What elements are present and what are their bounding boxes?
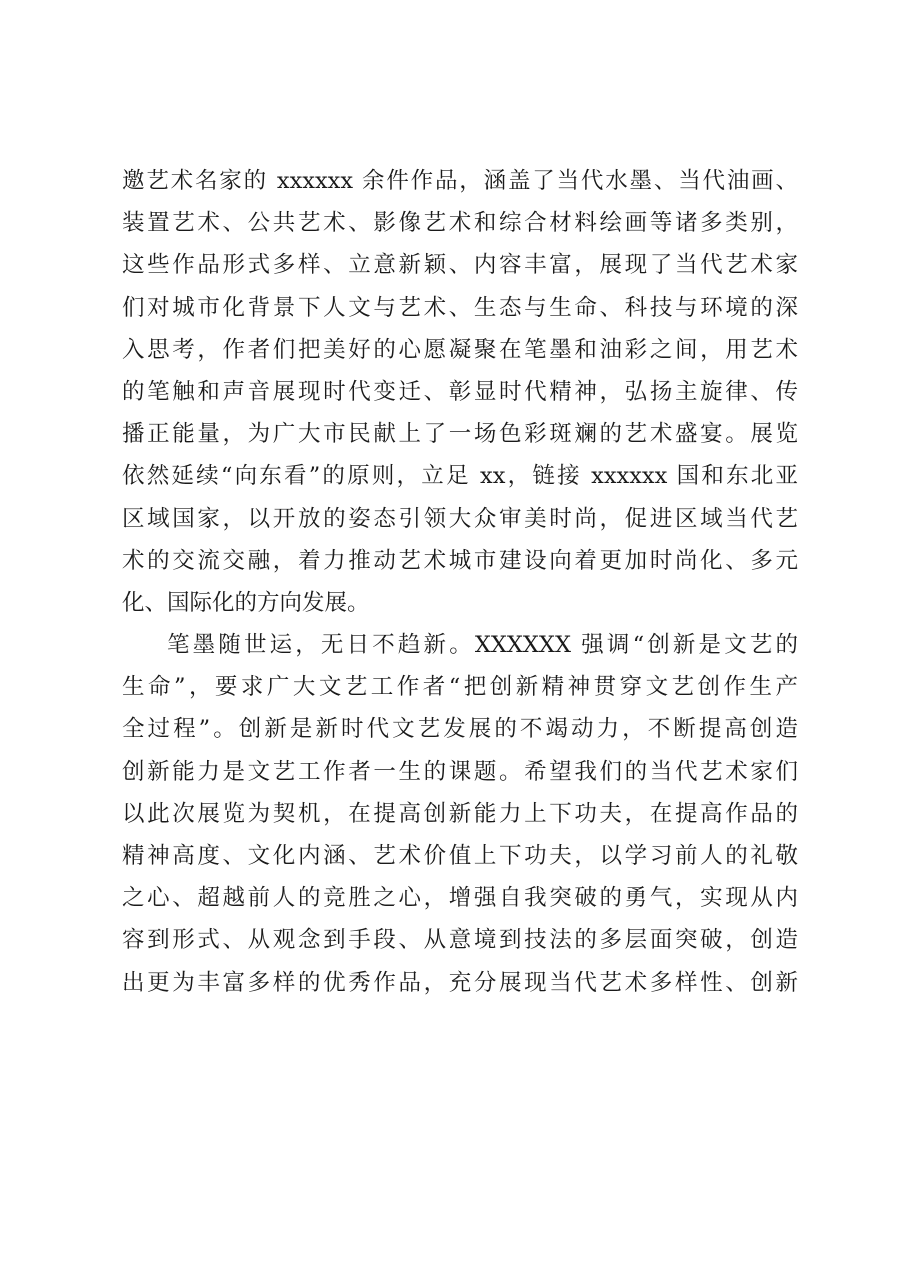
text-line: 容到形式、从观念到手段、从意境到技法的多层面突破，创造 [122, 927, 798, 954]
text-line: 播正能量，为广大市民献上了一场色彩斑斓的艺术盛宴。展览 [122, 421, 798, 448]
paragraph-2 [122, 624, 798, 1004]
text-line: 以此次展览为契机，在提高创新能力上下功夫，在提高作品的 [122, 800, 798, 827]
text-line: 创新能力是文艺工作者一生的课题。希望我们的当代艺术家们 [122, 758, 798, 785]
text-line: 的笔触和声音展现时代变迁、彰显时代精神，弘扬主旋律、传 [122, 378, 798, 405]
text-line: 依然延续“向东看”的原则，立足 xx，链接 xxxxxx 国和东北亚 [122, 463, 798, 490]
text-line: 全过程”。创新是新时代文艺发展的不竭动力，不断提高创造 [122, 716, 798, 743]
text-line: 之心、超越前人的竞胜之心，增强自我突破的勇气，实现从内 [122, 885, 798, 912]
document-body [122, 160, 798, 1004]
text-line: 化、国际化的方向发展。 [122, 589, 370, 616]
text-line: 生命”，要求广大文艺工作者“把创新精神贯穿文艺创作生产 [122, 674, 798, 701]
text-line: 笔墨随世运，无日不趋新。XXXXXX 强调“创新是文艺的 [167, 632, 798, 659]
text-line: 邀艺术名家的 xxxxxx 余件作品，涵盖了当代水墨、当代油画、 [122, 168, 798, 194]
text-line: 精神高度、文化内涵、艺术价值上下功夫，以学习前人的礼敬 [122, 843, 798, 869]
text-line: 这些作品形式多样、立意新颖、内容丰富，展现了当代艺术家 [122, 252, 798, 279]
text-line: 入思考，作者们把美好的心愿凝聚在笔墨和油彩之间，用艺术 [122, 336, 798, 363]
text-line: 装置艺术、公共艺术、影像艺术和综合材料绘画等诸多类别， [122, 210, 798, 237]
text-line: 们对城市化背景下人文与艺术、生态与生命、科技与环境的深 [122, 294, 798, 321]
paragraph-1 [122, 160, 798, 624]
text-line: 区域国家，以开放的姿态引领大众审美时尚，促进区域当代艺 [122, 505, 798, 532]
text-line: 术的交流交融，着力推动艺术城市建设向着更加时尚化、多元 [122, 547, 798, 574]
text-line: 出更为丰富多样的优秀作品，充分展现当代艺术多样性、创新 [122, 969, 798, 996]
